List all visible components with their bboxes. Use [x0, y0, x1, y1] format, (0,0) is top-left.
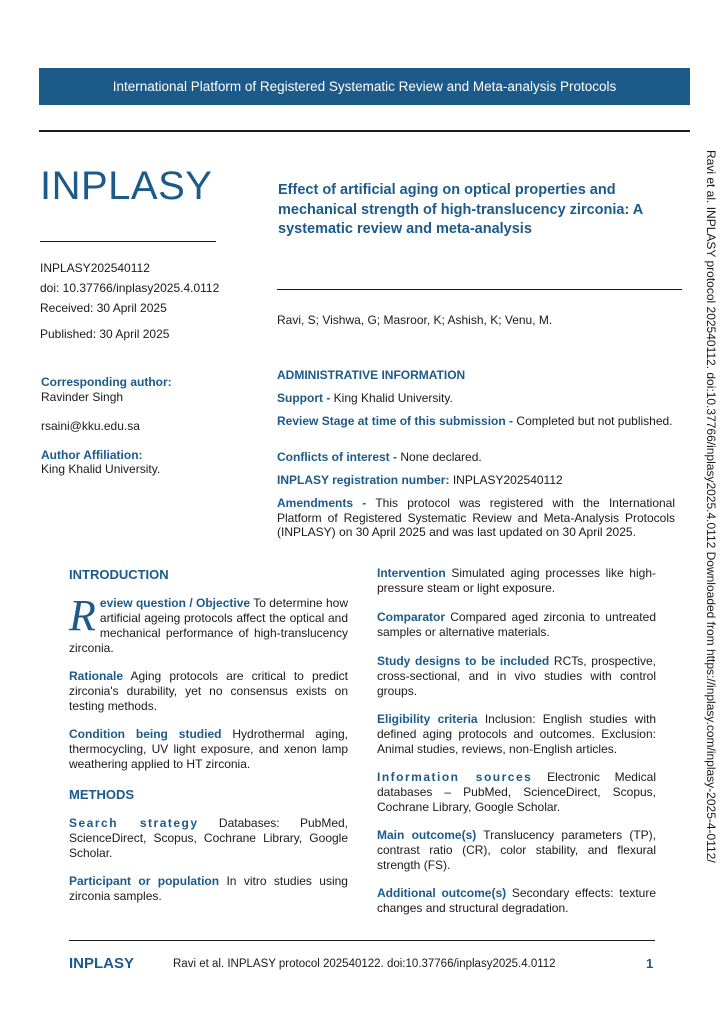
admin-amendments: Amendments - This protocol was registered with the International Platform of Registered Systematic Review and Meta-Analysis Protocols (INPLASY) on 30 April 2025 and was last updated on 30 April 2025.	[277, 496, 675, 539]
review-question: Review question / Objective To determine how artificial ageing protocols affect the optical and mechanical performance of high-translucency zirconia.	[69, 591, 348, 655]
top-divider	[39, 130, 690, 132]
condition-studied: Condition being studied Hydrothermal aging, thermocycling, UV light exposure, and xenon lamp weathering applied to HT zirconia.	[69, 727, 348, 771]
study-designs: Study designs to be included RCTs, prospective, cross-sectional, and in vivo studies with control groups.	[377, 654, 656, 698]
published-date: Published: 30 April 2025	[40, 327, 170, 341]
information-sources: Information sources Electronic Medical databases – PubMed, ScienceDirect, Scopus, Cochrane Library, Google Scholar.	[377, 770, 656, 814]
main-outcomes: Main outcome(s) Translucency parameters (TP), contrast ratio (CR), color stability, and flexural strength (FS).	[377, 828, 656, 872]
admin-support: Support - King Khalid University.	[277, 391, 453, 405]
intervention: Intervention Simulated aging processes like high-pressure steam or light exposure.	[377, 566, 656, 595]
inplasy-logo: INPLASY	[40, 164, 213, 208]
title-underline	[277, 289, 682, 290]
methods-heading: METHODS	[69, 787, 134, 802]
registration-id: INPLASY202540112	[40, 261, 150, 275]
corresponding-label: Corresponding author:	[41, 375, 172, 389]
affiliation-name: King Khalid University.	[41, 462, 161, 476]
footer-citation: Ravi et al. INPLASY protocol 202540122. doi:10.37766/inplasy2025.4.0112	[173, 958, 556, 970]
header-banner	[39, 68, 690, 105]
rationale: Rationale Aging protocols are critical to predict zirconia's durability, yet no consensus exists on testing methods.	[69, 669, 348, 713]
admin-registration: INPLASY registration number: INPLASY202540112	[277, 473, 563, 487]
eligibility-criteria: Eligibility criteria Inclusion: English studies with defined aging protocols and outcomes. Exclusion: Animal studies, reviews, non-English articles.	[377, 712, 656, 756]
additional-outcomes: Additional outcome(s) Secondary effects: texture changes and structural degradation.	[377, 886, 656, 915]
article-title: Effect of artificial aging on optical properties and mechanical strength of high-translucency zirconia: A systematic review and meta-analysis	[278, 182, 643, 237]
page-number: 1	[646, 956, 654, 971]
footer-logo: INPLASY	[69, 955, 135, 972]
affiliation-label: Author Affiliation:	[41, 448, 143, 462]
logo-underline	[40, 241, 216, 242]
introduction-heading: INTRODUCTION	[69, 567, 169, 582]
author-list: Ravi, S; Vishwa, G; Masroor, K; Ashish, K; Venu, M.	[277, 313, 553, 327]
admin-heading: ADMINISTRATIVE INFORMATION	[277, 368, 466, 382]
participant-population: Participant or population In vitro studies using zirconia samples.	[69, 874, 348, 903]
corresponding-name: Ravinder Singh	[41, 390, 124, 404]
dropcap-letter: R	[69, 591, 96, 640]
doi-link[interactable]: doi: 10.37766/inplasy2025.4.0112	[40, 281, 220, 295]
banner-text: International Platform of Registered Systematic Review and Meta-analysis Protocols	[112, 79, 617, 94]
received-date: Received: 30 April 2025	[40, 301, 167, 315]
admin-conflicts: Conflicts of interest - None declared.	[277, 450, 482, 464]
admin-stage: Review Stage at time of this submission - Completed but not published.	[277, 414, 673, 428]
comparator: Comparator Compared aged zirconia to untreated samples or alternative materials.	[377, 610, 656, 639]
corresponding-email[interactable]: rsaini@kku.edu.sa	[41, 419, 140, 433]
footer-divider	[69, 940, 655, 941]
search-strategy: Search strategy Databases: PubMed, ScienceDirect, Scopus, Cochrane Library, Google Scholar.	[69, 816, 348, 860]
vertical-citation: Ravi et al. INPLASY protocol 202540112. doi:10.37766/inplasy2025.4.0112 Downloaded from https://inplasy.com/inplasy-2025-4-0112/	[704, 150, 718, 863]
